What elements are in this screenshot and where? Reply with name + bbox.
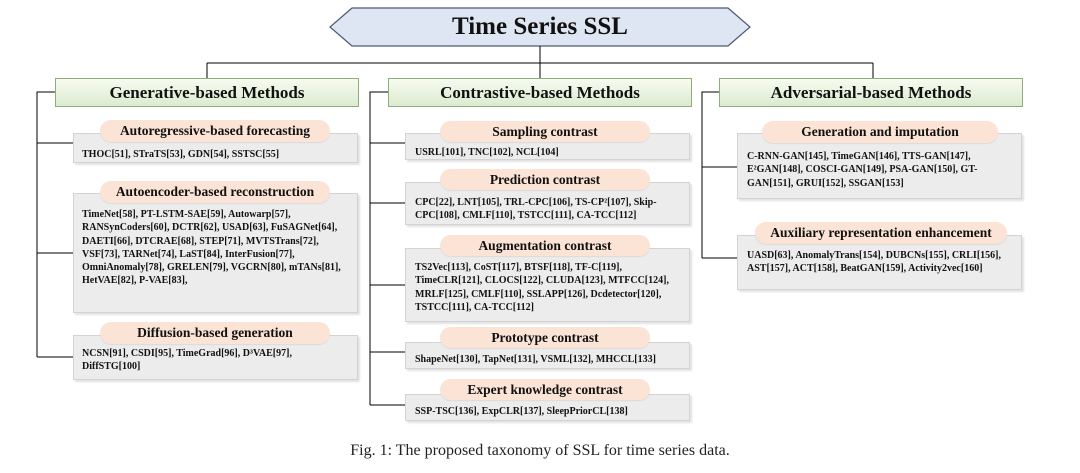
group-label-auxiliary: Auxiliary representation enhancement xyxy=(755,222,1007,244)
group-text-diffusion: NCSN[91], CSDI[95], TimeGrad[96], D³VAE[97], DiffSTG[100] xyxy=(82,348,292,373)
group-text-sampling: USRL[101], TNC[102], NCL[104] xyxy=(415,147,559,158)
figure-caption: Fig. 1: The proposed taxonomy of SSL for time series data. xyxy=(350,442,730,459)
group-label-generation-imputation: Generation and imputation xyxy=(762,121,998,143)
group-text-prototype: ShapeNet[130], TapNet[131], VSML[132], MHCCL[133] xyxy=(415,354,656,365)
group-label-sampling: Sampling contrast xyxy=(440,121,650,142)
group-text-augmentation: TS2Vec[113], CoST[117], BTSF[118], TF-C[119], TimeCLR[121], CLOCS[122], CLUDA[123], MTFCC[124], MRLF[125], CMLF[110], SSLAPP[126], Dcdetector[120], TSTCC[111], CA-TCC[112] xyxy=(415,262,669,313)
group-label-autoregressive: Autoregressive-based forecasting xyxy=(100,120,330,142)
group-text-expert: SSP-TSC[136], ExpCLR[137], SleepPriorCL[138] xyxy=(415,406,628,417)
root-title: Time Series SSL xyxy=(452,13,628,40)
group-label-autoencoder: Autoencoder-based reconstruction xyxy=(100,181,330,203)
group-text-auxiliary: UASD[63], AnomalyTrans[154], DUBCNs[155], CRLI[156], AST[157], ACT[158], BeatGAN[159], Activity2vec[160] xyxy=(747,250,1001,275)
group-label-augmentation: Augmentation contrast xyxy=(440,235,650,256)
group-label-expert: Expert knowledge contrast xyxy=(440,379,650,400)
group-label-diffusion: Diffusion-based generation xyxy=(100,322,330,344)
group-text-generation-imputation: C-RNN-GAN[145], TimeGAN[146], TTS-GAN[147], E²GAN[148], COSCI-GAN[149], PSA-GAN[150], GT-GAN[151], GRUI[152], SSGAN[153] xyxy=(747,151,978,189)
category-contrastive: Contrastive-based Methods xyxy=(388,78,692,107)
group-text-autoencoder: TimeNet[58], PT-LSTM-SAE[59], Autowarp[57], RANSynCoders[60], DCTR[62], USAD[63], FuSAGNet[64], DAETI[66], DTCRAE[68], STEP[71], MVTSTrans[72], VSF[73], TARNet[74], LaST[84], InterFusion[77], OmniAnomaly[78], GRELEN[79], VGCRN[80], mTANs[81], HetVAE[82], P-VAE[83], xyxy=(82,209,341,287)
group-label-prediction: Prediction contrast xyxy=(440,169,650,190)
group-text-autoregressive: THOC[51], STraTS[53], GDN[54], SSTSC[55] xyxy=(82,149,280,160)
group-label-prototype: Prototype contrast xyxy=(440,327,650,348)
category-adversarial: Adversarial-based Methods xyxy=(719,78,1023,107)
group-text-prediction: CPC[22], LNT[105], TRL-CPC[106], TS-CP²[107], Skip-CPC[108], CMLF[110], TSTCC[111], CA-TCC[112] xyxy=(415,197,657,222)
category-generative: Generative-based Methods xyxy=(55,78,359,107)
